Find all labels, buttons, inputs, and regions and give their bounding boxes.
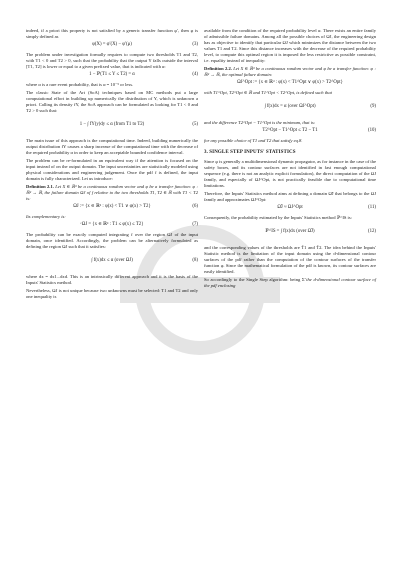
left-paragraph-5: The main issue of this approach is the computational time. Indeed, building numerically the output distribution fY causes a sharp increase of the computational time with the decrease of the required probability α in order to keep an acceptable bounded confidence interval. <box>26 138 198 155</box>
equation-7-body: ᶜΩJ = {x ∈ ℝᵈ : T1 ≤ φ(x) ≤ T2} <box>80 222 144 227</box>
left-paragraph-10: Nevertheless, ΩJ is not unique because two unknowns must be selected: T1 and T2 and only one inequality is <box>26 288 198 299</box>
equation-11-body: Ω̃J ≈ ΩJ^Opt <box>277 205 303 210</box>
right-paragraph-4: for any possible choice of T1 and T2 that satisfy eq.8. <box>204 138 303 143</box>
equation-6-body: ΩJ := {x ∈ ℝᵈ : φ(x) < T1 ∨ φ(x) > T2} <box>73 204 151 209</box>
equation-9-body: ∫ f(x)dx = α (over ΩJ^Opt) <box>264 104 316 109</box>
equation-8-body: ∫ f(x)dx ≤ α (over ΩJ) <box>91 258 133 263</box>
equation-10 <box>204 128 376 134</box>
equation-8 <box>26 252 198 270</box>
right-paragraph-1: available from the condition of the required probability level α. There exists an entire family of admissible failure domains. Among all the possible choices of ΩJ, the engineering design has as objective to identify that particular ΩJ which minimizes the distance between the two values T1 and T2. Since this distance increases with the decrease of the required probability level, to compute this optimal region it is imposed the less restrictive as possible constraint, i.e. equality instead of inequality: <box>204 28 376 63</box>
definition-2-2 <box>204 66 376 78</box>
definition-2-2-heading: Definition 2.2. <box>204 66 232 71</box>
equation-3 <box>26 42 198 48</box>
equation-4-body: 1 − ℙ(T1 ≤ Y ≤ T2) = α <box>89 72 135 77</box>
left-column <box>26 28 198 302</box>
left-paragraph-7: Its complementary is: <box>26 214 66 219</box>
right-column <box>204 28 376 291</box>
right-paragraph-6: Therefore, the Inputs' Statistics method aims at defining a domain Ω̃J that belongs to the ΩJ family and approximates ΩJ^Opt: <box>204 191 376 202</box>
equation-9-number: (9) <box>370 104 376 109</box>
equation-9 <box>204 98 376 116</box>
equation-4-number: (4) <box>192 72 198 77</box>
left-paragraph-9: where dx = dx1...dxd. This is an intrinsically different approach and it is the basis of the Inputs' Statistics method. <box>26 274 198 285</box>
equation-6 <box>26 204 198 210</box>
definition-2-1 <box>26 184 198 202</box>
definition-2-2-text: Let X ∈ ℝᵈ be a continuous random vector and φ be a transfer function: φ : ℝᵈ → ℝ, the optimal failure domain: <box>204 66 376 77</box>
left-paragraph-6: The problem can be re-formulated in an equivalent way if the attention is focused on the input instead of on the output domain. The input uncertainties are statistically modeled using physical considerations and engineering judgement. Once the pdf f is defined, the input domain is fully characterized. Let us introduce: <box>26 158 198 181</box>
left-paragraph-8: The probability can be exactly computed integrating f over the region ΩJ of the input domain, once identified. Accordingly, the problem can be alternatively formulated as defining the region ΩJ such that it satisfies: <box>26 232 198 249</box>
left-paragraph-3: where α is a rare event probability, that is α = 10⁻⁵ or less. <box>26 82 134 87</box>
right-paragraph-3: and the difference T2^Opt − T1^Opt is the minimum, that is: <box>204 120 316 125</box>
equation-4 <box>26 72 198 78</box>
equation-12-body: ℙ^IS = ∫ f(x)dx (over Ω̃J) <box>265 229 315 234</box>
equation-11 <box>204 205 376 211</box>
left-paragraph-4: The classic State of the Art (SoA) techniques based on MC methods put a large computational effort in building up numerically the distribution of Y, which is unknown a priori. Calling its density fY, the SoA approach can be formulated as looking for T1 < 0 and T2 > 0 such that: <box>26 90 198 113</box>
equation-5-body: 1 − ∫ fY(y)dy ≤ α (from T1 to T2) <box>79 122 145 127</box>
right-paragraph-9 <box>204 277 376 289</box>
right-paragraph-2: with T1^Opt, T2^Opt ∈ ℝ and T1^Opt < T2^Opt, is defined such that <box>204 90 332 95</box>
equation-8-number: (8) <box>192 258 198 263</box>
equation-12-number: (12) <box>368 229 376 234</box>
left-paragraph-1: indeed, if a priori this property is not satisfied by a generic transfer function φ′, then φ is simply defined as <box>26 28 198 39</box>
equation-5-number: (5) <box>192 122 198 127</box>
equation-6-number: (6) <box>192 204 198 209</box>
right-paragraph-7: Consequently, the probability estimated by the Inputs' Statistics method ℙ^IS is: <box>204 215 352 220</box>
equation-7 <box>26 222 198 228</box>
equation-5 <box>26 116 198 134</box>
definition-2-1-text: Let X ∈ ℝᵈ be a continuous random vector and φ be a transfer function: φ : ℝᵈ → ℝ, the failure domain ΩJ of f relative to the two thresholds T1, T2 ∈ ℝ with T1 < T2 is: <box>26 184 198 201</box>
section-3-heading: 3. SINGLE STEP INPUTS' STATISTICS <box>204 150 296 155</box>
equation-10-body: T2^Opt − T1^Opt ≤ T2 − T1 <box>262 128 318 133</box>
equation-11-number: (11) <box>368 205 376 210</box>
right-paragraph-5: Since φ is generally a multidimensional dynamic propagator, as for instance in the case of the safety boxes, and its contour surfaces are not identified in fast enough computational sequence (e.g. there is not an analytic explicit formulation), the direct computation of the ΩJ family, and especially of ΩJ^Opt, is not practically feasible due to computational time limitations. <box>204 159 376 188</box>
equation-7-number: (7) <box>192 222 198 227</box>
equation-9a-body: ΩJ^Opt := {x ∈ ℝᵈ : φ(x) < T1^Opt ∨ φ(x) > T2^Opt} <box>237 80 343 85</box>
equation-12 <box>204 223 376 241</box>
equation-3-body: φ(X) = φ′(X) − φ′(μ) <box>92 42 132 47</box>
equation-3-number: (3) <box>192 42 198 47</box>
left-paragraph-2: The problem under investigation formally requires to compute two thresholds T1 and T2, with T1 < 0 and T2 > 0, such that the probability that the output Y falls outside the interval [T1, T2] is lower or equal to a given prefixed value, that is indicated with α: <box>26 52 198 69</box>
definition-2-1-heading: Definition 2.1. <box>26 184 54 189</box>
equation-10-number: (10) <box>368 128 376 133</box>
right-paragraph-9-part-b: the d-dimensional contour surface of the pdf enclosing <box>204 277 376 288</box>
right-paragraph-9-part-a: So accordingly to the Single Step algorithm: being Σ̃ <box>204 277 305 282</box>
right-paragraph-8: and the corresponding values of the thresholds are T̃1 and T̃2. The idea behind the Inputs' Statistic method is the limitation of the input domain using the d-dimensional contour surfaces of the pdf rather than the computation of the contour surfaces of the transfer function φ. Since the mathematical formulation of the pdf is known, its contour surfaces are easily identified. <box>204 245 376 274</box>
equation-9a <box>204 80 376 86</box>
